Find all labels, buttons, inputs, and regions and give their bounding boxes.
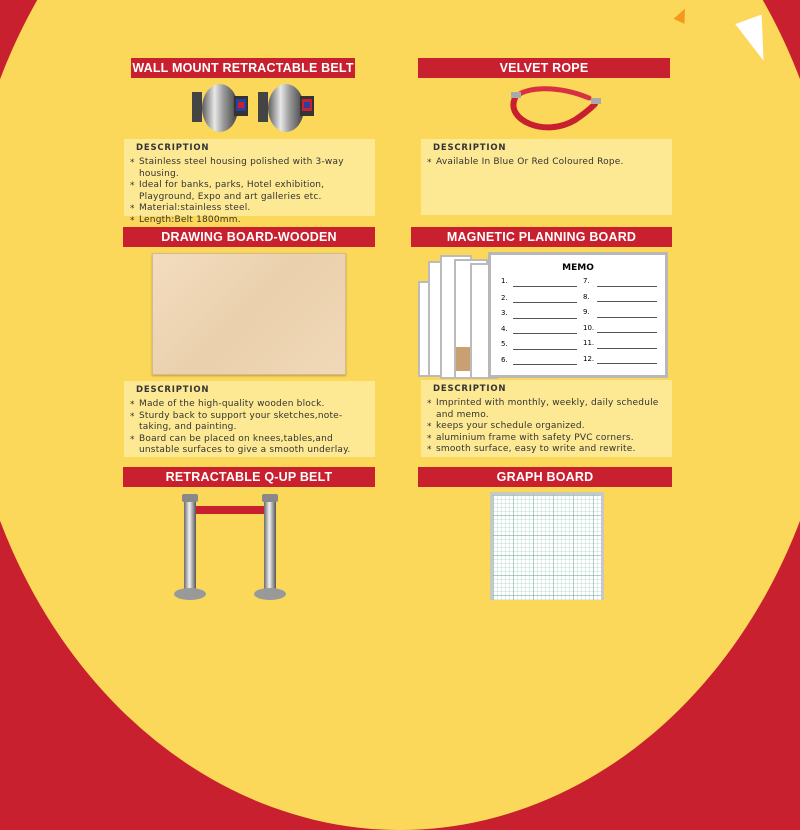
memo-number: 5.	[501, 340, 508, 348]
memo-number: 10.	[583, 323, 595, 332]
memo-column-right	[583, 277, 657, 370]
list-item: * aluminium frame with safety PVC corners.	[427, 433, 666, 445]
description-label: DESCRIPTION	[136, 143, 210, 153]
description-label: DESCRIPTION	[433, 384, 507, 394]
graph-board-image	[490, 492, 604, 600]
memo-number: 12.	[583, 354, 595, 363]
q-up-belt-image	[170, 492, 290, 600]
magnetic-board-description	[421, 380, 672, 457]
drawing-board-image	[152, 253, 346, 375]
velvet-rope-title: VELVET ROPE	[418, 58, 670, 78]
q-up-belt-title: RETRACTABLE Q-UP BELT	[123, 467, 375, 487]
memo-number: 4.	[501, 324, 508, 333]
velvet-rope-image	[505, 80, 605, 136]
velvet-rope-description	[421, 139, 672, 215]
magnetic-board-title: MAGNETIC PLANNING BOARD	[411, 227, 672, 247]
list-item: * smooth surface, easy to write and rewrite.	[427, 444, 666, 456]
magnetic-board-image	[418, 251, 672, 379]
list-item: * Stainless steel housing polished with 3-way housing.	[130, 157, 369, 180]
drawing-board-description	[124, 381, 375, 457]
memo-board	[488, 252, 668, 378]
memo-column-left	[501, 277, 577, 371]
memo-number: 9.	[583, 308, 590, 316]
list-item: * Ideal for banks, parks, Hotel exhibition, Playground, Expo and art galleries etc.	[130, 180, 369, 203]
list-item: * Made of the high-quality wooden block.	[130, 399, 369, 411]
list-item: * Material:stainless steel.	[130, 203, 369, 215]
list-item: * Sturdy back to support your sketches,note-taking, and painting.	[130, 411, 369, 434]
list-item: * Board can be placed on knees,tables,and unstable surfaces to give a smooth underlay.	[130, 434, 369, 457]
memo-number: 8.	[583, 292, 590, 301]
memo-number: 6.	[501, 355, 508, 364]
wall-mount-title: WALL MOUNT RETRACTABLE BELT	[131, 58, 355, 78]
list-item: * Imprinted with monthly, weekly, daily schedule and memo.	[427, 398, 666, 421]
memo-number: 11.	[583, 339, 595, 347]
wall-mount-belt-image	[190, 82, 320, 134]
list-item: * keeps your schedule organized.	[427, 421, 666, 433]
memo-number: 3.	[501, 309, 508, 317]
graph-board-title: GRAPH BOARD	[418, 467, 672, 487]
memo-number: 2.	[501, 293, 508, 302]
wall-mount-description	[124, 139, 375, 225]
memo-number: 1.	[501, 277, 508, 285]
memo-number: 7.	[583, 277, 590, 285]
description-label: DESCRIPTION	[136, 385, 210, 395]
list-item: * Available In Blue Or Red Coloured Rope.	[427, 157, 666, 169]
drawing-board-title: DRAWING BOARD-WOODEN	[123, 227, 375, 247]
corner-tab	[620, 0, 740, 6]
list-item: * Length:Belt 1800mm.	[130, 215, 369, 227]
memo-title: MEMO	[562, 263, 594, 273]
description-label: DESCRIPTION	[433, 143, 507, 153]
